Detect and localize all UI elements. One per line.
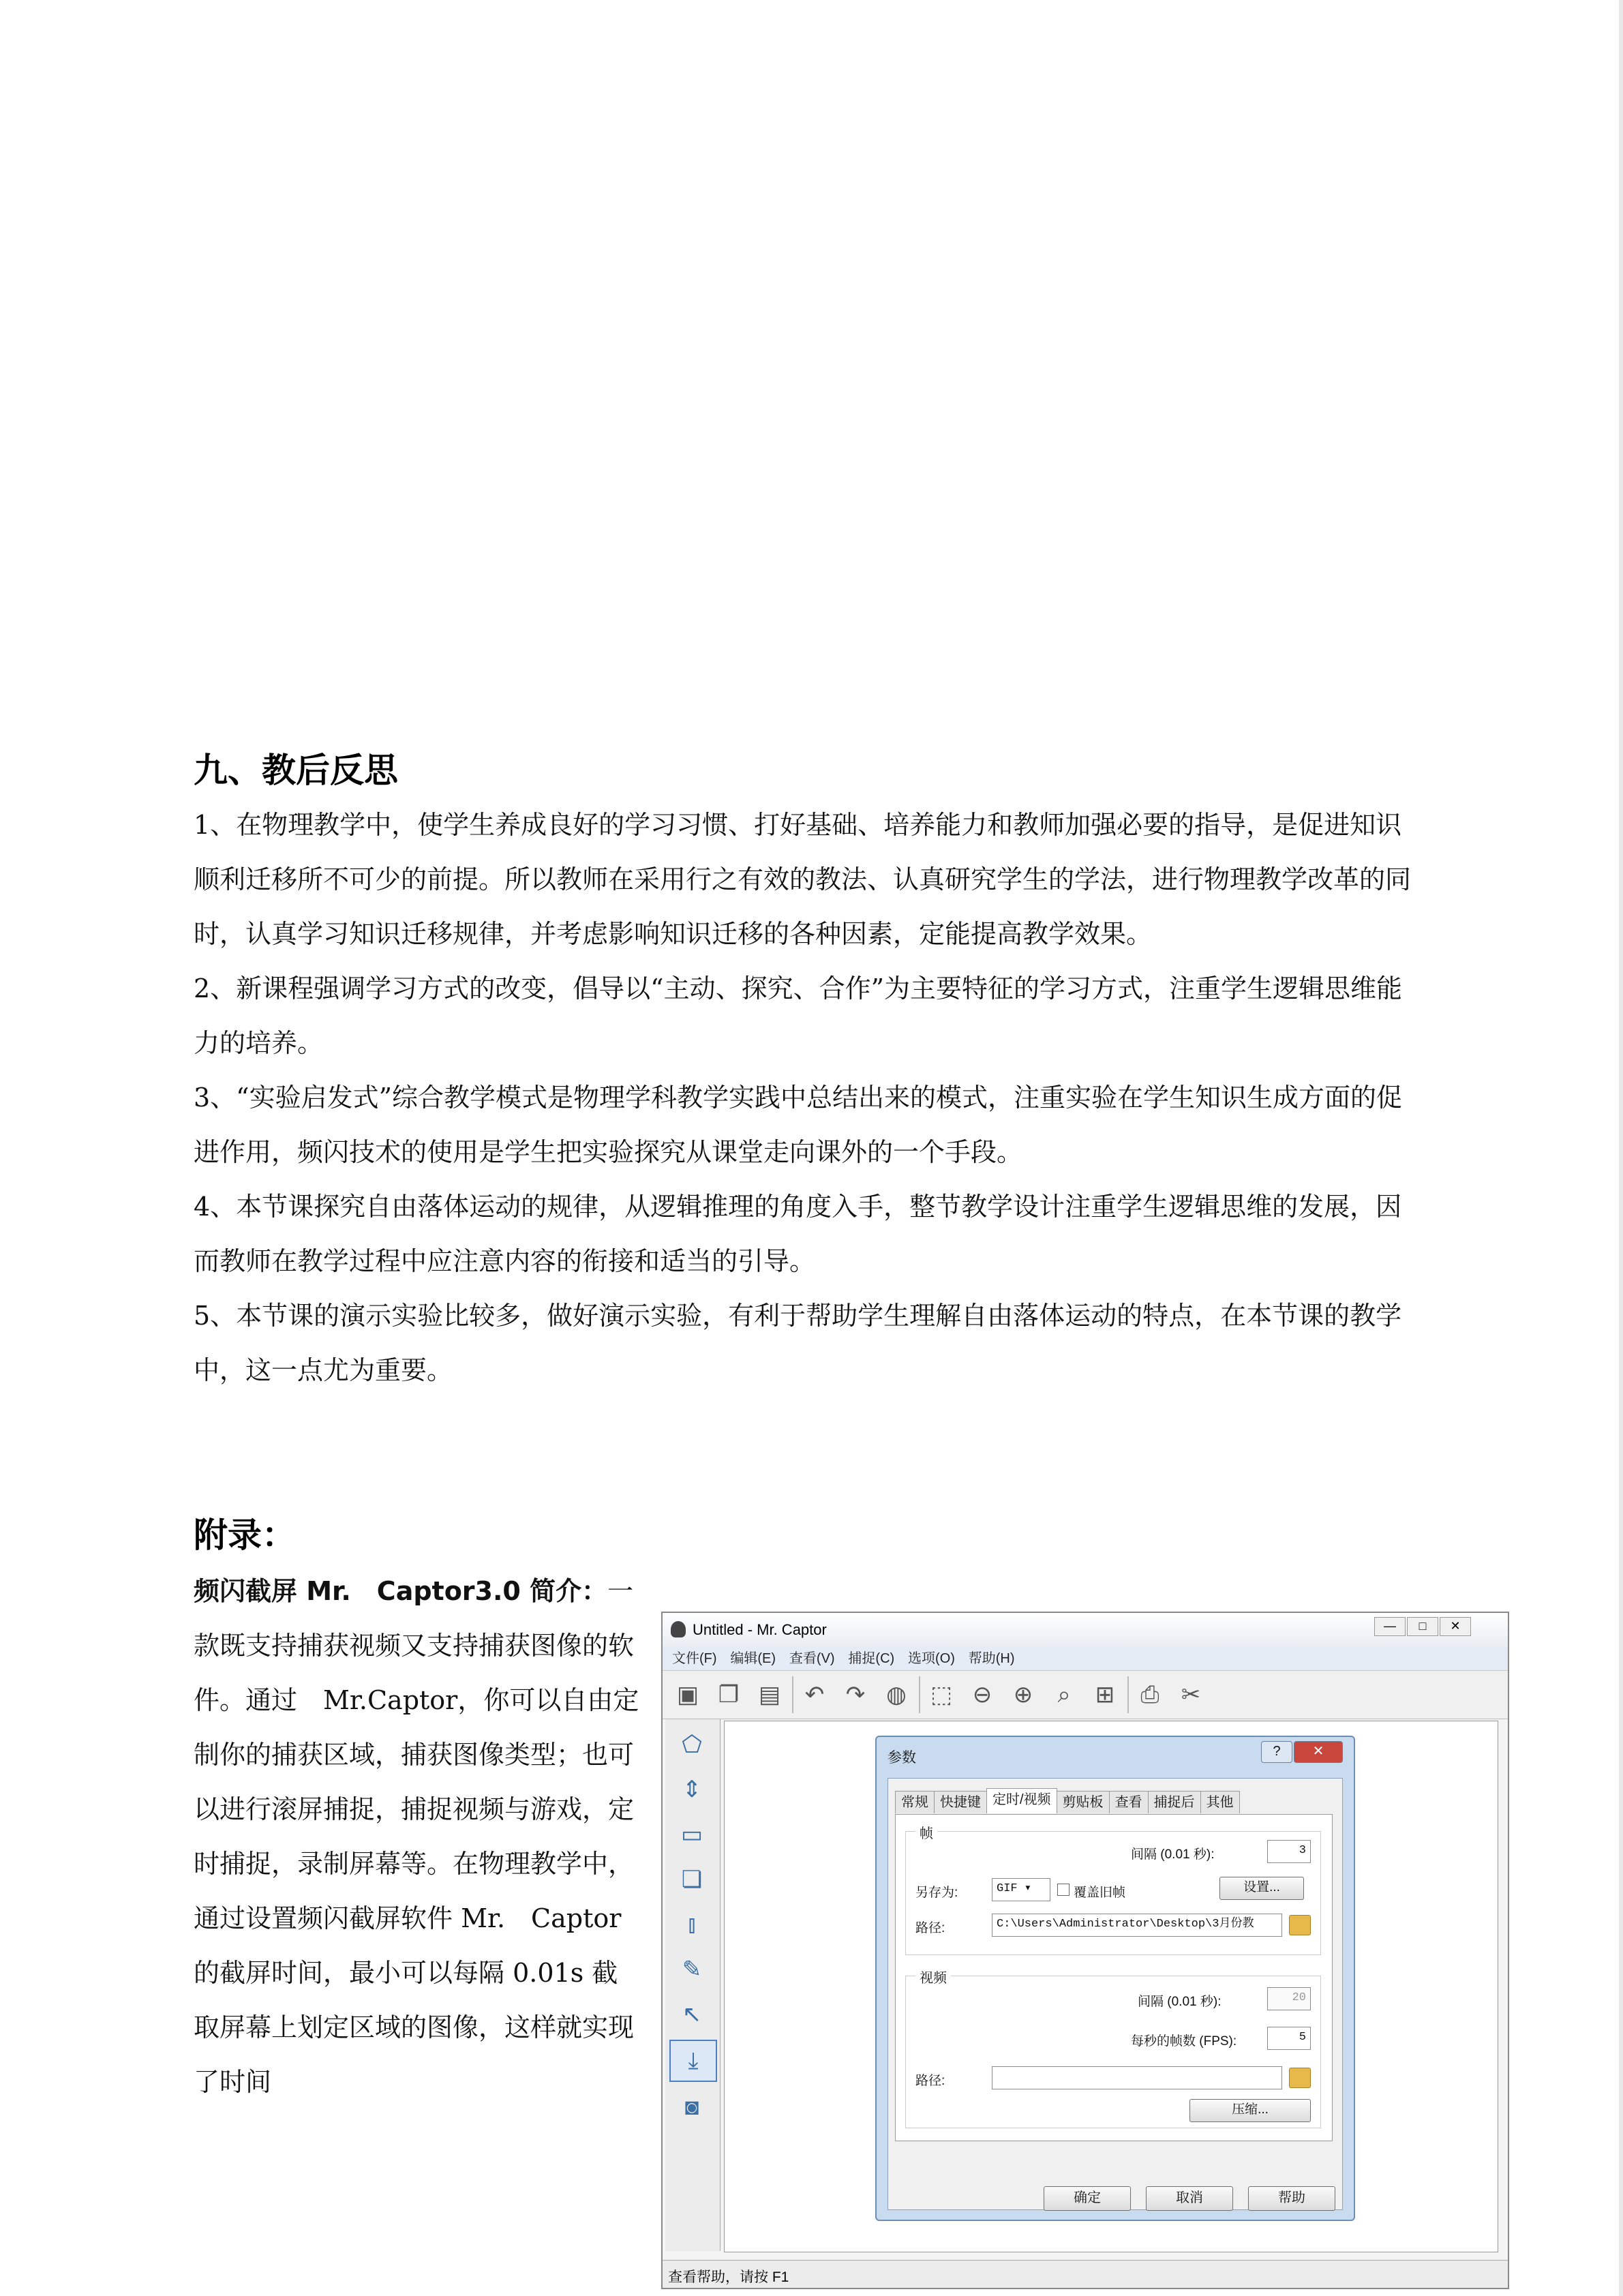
paragraph-3: 3、“实验启发式”综合教学模式是物理学科教学实践中总结出来的模式，注重实验在学生知识生成方面的促进作用，频闪技术的使用是学生把实验探究从课堂走向课外的一个手段。 [194,1083,1403,1167]
toolbar-separator [919,1676,920,1713]
window-capture-icon[interactable]: ❏ [681,1867,703,1892]
screen-capture-icon[interactable]: ▭ [680,1822,703,1847]
appendix-heading: 附录： [194,1515,296,1555]
copy-icon[interactable]: ❐ [718,1682,740,1708]
reflection-paragraphs [194,798,1427,1398]
thermometer-icon[interactable]: ⫾ [688,1911,696,1937]
overwrite-label: 覆盖旧帧 [1074,1886,1126,1900]
video-group-label: 视频 [915,1967,951,1987]
fps-input[interactable]: 5 [1267,2027,1311,2050]
zoom-in-icon[interactable]: ⊕ [1013,1682,1033,1708]
print-icon[interactable]: ⎙ [1140,1681,1159,1708]
save-icon[interactable]: ▣ [676,1682,699,1708]
dialog-title: 参数 [888,1750,916,1766]
color-picker-icon[interactable]: ✎ [682,1957,702,1982]
menu-view[interactable]: 查看(V) [789,1651,835,1666]
intro-lead: 频闪截屏 Mr. Captor3.0 简介： [194,1576,608,1606]
timer-video-panel [895,1814,1333,2141]
dialog-close-button[interactable]: ✕ [1294,1741,1343,1763]
select-region-icon[interactable]: ⬚ [930,1682,953,1708]
ok-button[interactable]: 确定 [1044,2186,1131,2211]
zoom-icon[interactable]: ⌕ [1057,1681,1071,1708]
paragraph-4: 4、本节课探究自由落体运动的规律，从逻辑推理的角度入手，整节教学设计注重学生逻辑思维的发展，因而教师在教学过程中应注意内容的衔接和适当的引导。 [194,1192,1402,1276]
tab-timer-video[interactable]: 定时/视频 [986,1788,1057,1813]
menu-bar [663,1647,1508,1671]
paragraph-5: 5、本节课的演示实验比较多，做好演示实验，有利于帮助学生理解自由落体运动的特点，在本节课的教学中，这一点尤为重要。 [194,1301,1402,1385]
frame-path-label: 路径: [915,1921,945,1935]
paragraph-1: 1、在物理教学中，使学生养成良好的学习习惯、打好基础、培养能力和教师加强必要的指导，是促进知识顺利迁移所不可少的前提。所以教师在采用行之有效的教法、认真研究学生的学法，进行物理教学改革的同时，认真学习知识迁移规律，并考虑影响知识迁移的各种因素，定能提高教学效果。 [194,810,1412,949]
menu-help[interactable]: 帮助(H) [968,1651,1015,1666]
video-interval-label: 间隔 (0.01 秒): [1138,1995,1222,2009]
fps-label: 每秒的帧数 (FPS): [1131,2034,1237,2049]
video-interval-input[interactable]: 20 [1267,1987,1311,2010]
paragraph-2: 2、新课程强调学习方式的改变，倡导以“主动、探究、合作”为主要特征的学习方式，注重学生逻辑思维能力的培养。 [194,973,1403,1058]
pointer-icon[interactable]: ↖ [682,2002,702,2027]
menu-edit[interactable]: 编辑(E) [730,1651,776,1666]
frame-interval-input[interactable]: 3 [1267,1840,1311,1863]
format-value: GIF [997,1882,1018,1895]
menu-capture[interactable]: 捕捉(C) [848,1651,895,1666]
frame-path-input[interactable]: C:\Users\Administrator\Desktop\3月份教 [992,1914,1282,1937]
video-camera-icon[interactable]: ◙ [684,2094,699,2120]
fit-window-icon[interactable]: ⊞ [1095,1682,1115,1708]
frame-interval-label: 间隔 (0.01 秒): [1131,1847,1215,1862]
page-edge [1619,0,1623,2296]
status-bar [663,2260,1508,2288]
frame-settings-button[interactable]: 设置... [1219,1877,1304,1900]
minimize-button[interactable]: — [1374,1617,1406,1636]
frame-group [905,1826,1321,1955]
paste-icon[interactable]: ▤ [758,1682,781,1708]
video-group [905,1971,1321,2128]
window-title: Untitled - Mr. Captor [693,1621,827,1638]
frame-folder-icon[interactable] [1289,1915,1311,1935]
capture-tools-panel [665,1719,721,2251]
app-icon [671,1621,686,1637]
tab-after-capture[interactable]: 捕捉后 [1148,1791,1201,1813]
video-path-input[interactable] [992,2066,1282,2089]
freehand-capture-icon[interactable]: ⬠ [682,1732,702,1757]
tab-hotkeys[interactable]: 快捷键 [934,1791,987,1813]
overwrite-checkbox[interactable] [1057,1884,1070,1896]
video-path-label: 路径: [915,2074,945,2088]
compress-button[interactable]: 压缩... [1189,2099,1311,2122]
dialog-body [888,1778,1343,2210]
maximize-button[interactable]: □ [1407,1617,1438,1636]
menu-options[interactable]: 选项(O) [908,1651,955,1666]
appendix-intro [194,1564,643,2109]
redo-icon[interactable]: ↷ [845,1682,866,1708]
scroll-capture-icon[interactable]: ⇕ [682,1777,702,1802]
tab-general[interactable]: 常规 [895,1791,935,1813]
video-folder-icon[interactable] [1289,2068,1311,2088]
intro-body: 一款既支持捕获视频又支持捕获图像的软件。通过 Mr.Captor，你可以自由定制你的捕获区域，捕获图像类型；也可以进行滚屏捕捉，捕捉视频与游戏，定时捕捉，录制屏幕等。在物理教学中，通过设置频闪截屏软件 Mr. Captor 的截屏时间，最小可以每隔 0.01s 截取屏幕上划定区域的图像，这样就实现了时间 [194,1576,639,2097]
tab-view[interactable]: 查看 [1109,1791,1149,1813]
palette-icon[interactable]: ◍ [886,1682,907,1708]
title-bar [663,1613,1508,1647]
frame-group-label: 帧 [915,1822,937,1842]
tab-clipboard[interactable]: 剪贴板 [1057,1791,1110,1813]
section-heading: 九、教后反思 [194,751,398,790]
status-text: 查看帮助，请按 F1 [668,2269,789,2285]
help-button[interactable]: 帮助 [1248,2186,1335,2211]
undo-icon[interactable]: ↶ [804,1682,825,1708]
save-as-label: 另存为: [915,1886,958,1900]
format-select[interactable]: GIF ▾ [992,1878,1050,1901]
menu-file[interactable]: 文件(F) [672,1651,717,1666]
settings-tools-icon[interactable]: ✂ [1181,1682,1201,1708]
toolbar-separator [1127,1676,1129,1713]
dialog-tabs [895,1791,1239,1814]
toolbar [663,1671,1508,1719]
parameters-dialog [875,1736,1355,2221]
cancel-button[interactable]: 取消 [1146,2186,1233,2211]
timed-capture-icon[interactable]: ⤓ [669,2040,717,2082]
close-button[interactable]: ✕ [1440,1617,1471,1636]
zoom-out-icon[interactable]: ⊖ [972,1682,992,1708]
tab-other[interactable]: 其他 [1200,1791,1240,1813]
dialog-help-button[interactable]: ? [1261,1741,1292,1763]
toolbar-separator [792,1676,793,1713]
